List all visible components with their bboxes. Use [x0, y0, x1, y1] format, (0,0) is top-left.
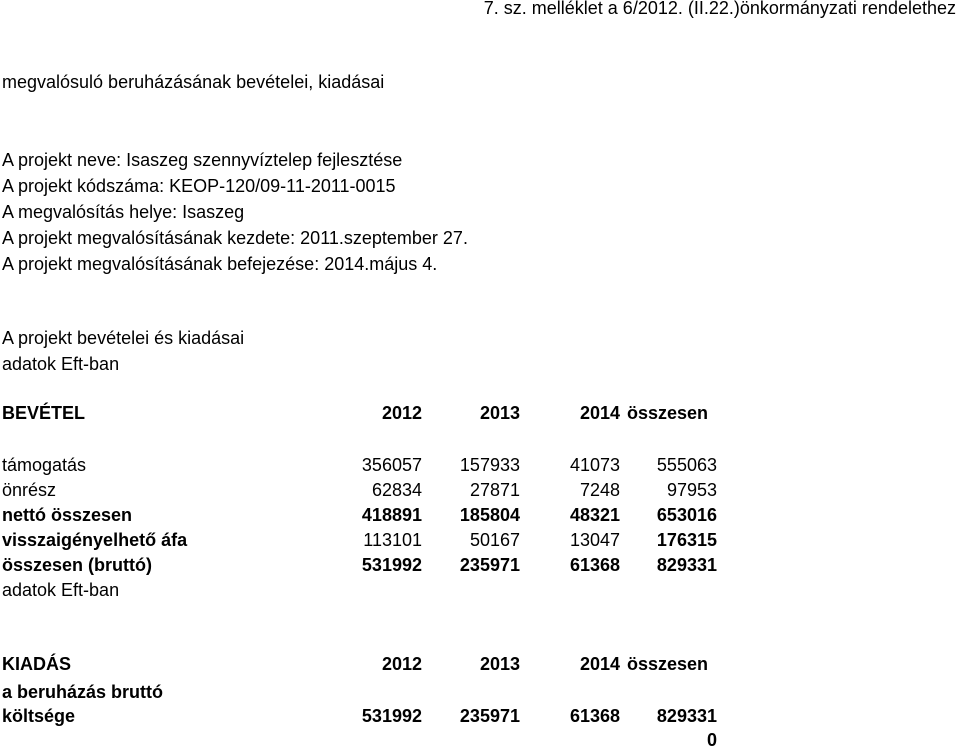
cell-2014: 7248	[579, 480, 620, 500]
section-title: A projekt bevételei és kiadásai	[2, 328, 245, 348]
cell-2014: 13047	[569, 530, 620, 550]
table-row	[0, 706, 960, 726]
cell-total: 653016	[656, 505, 717, 525]
expense-total-overflow: 0	[706, 730, 717, 750]
cell-2013: 185804	[459, 505, 520, 525]
cell-2014: 61368	[569, 706, 620, 726]
cell-2012: 62834	[371, 480, 422, 500]
cell-2013: 27871	[469, 480, 520, 500]
project-name: A projekt neve: Isaszeg szennyvíztelep fejlesztése	[2, 150, 403, 170]
table-row	[0, 480, 960, 500]
table-row	[0, 455, 960, 475]
cell-total: 176315	[656, 530, 717, 550]
expense-header-label: KIADÁS	[2, 654, 72, 674]
revenue-header-label: BEVÉTEL	[2, 403, 86, 423]
expense-row-label-line2: költsége	[2, 706, 76, 726]
revenue-header-2012: 2012	[381, 403, 422, 423]
expense-header-total: összesen	[627, 654, 709, 674]
expense-header-row	[0, 654, 960, 674]
cell-2014: 48321	[569, 505, 620, 525]
revenue-unit: adatok Eft-ban	[2, 580, 120, 600]
row-label: önrész	[2, 480, 57, 500]
table-row	[0, 530, 960, 550]
project-start: A projekt megvalósításának kezdete: 2011.szeptember 27.	[2, 228, 468, 248]
annex-reference: 7. sz. melléklet a 6/2012. (II.22.)önkormányzati rendelethez	[483, 0, 956, 18]
section-unit: adatok Eft-ban	[2, 354, 120, 374]
cell-2012: 531992	[361, 706, 422, 726]
table-row	[0, 505, 960, 525]
cell-2012: 418891	[361, 505, 422, 525]
project-code: A projekt kódszáma: KEOP-120/09-11-2011-0015	[2, 176, 396, 196]
cell-2013: 50167	[469, 530, 520, 550]
row-label: támogatás	[2, 455, 87, 475]
project-location: A megvalósítás helye: Isaszeg	[2, 202, 245, 222]
cell-2012: 113101	[363, 530, 422, 550]
cell-2013: 235971	[459, 706, 520, 726]
row-label: nettó összesen	[2, 505, 133, 525]
cell-total: 555063	[656, 455, 717, 475]
cell-2012: 356057	[361, 455, 422, 475]
expense-row-label-line1: a beruházás bruttó	[2, 682, 164, 702]
table-row	[0, 555, 960, 575]
row-label: összesen (bruttó)	[2, 555, 153, 575]
expense-header-2013: 2013	[479, 654, 520, 674]
revenue-header-total: összesen	[627, 403, 709, 423]
revenue-header-2014: 2014	[579, 403, 620, 423]
cell-total: 97953	[666, 480, 717, 500]
revenue-header-2013: 2013	[479, 403, 520, 423]
cell-2013: 157933	[459, 455, 520, 475]
cell-2014: 61368	[569, 555, 620, 575]
revenue-header-row	[0, 403, 960, 423]
row-label: visszaigényelhető áfa	[2, 530, 188, 550]
project-end: A projekt megvalósításának befejezése: 2014.május 4.	[2, 254, 438, 274]
cell-2014: 41073	[569, 455, 620, 475]
document-subtitle: megvalósuló beruházásának bevételei, kiadásai	[2, 72, 385, 92]
cell-2012: 531992	[361, 555, 422, 575]
cell-2013: 235971	[459, 555, 520, 575]
expense-header-2012: 2012	[381, 654, 422, 674]
cell-total: 829331	[656, 706, 717, 726]
expense-header-2014: 2014	[579, 654, 620, 674]
cell-total: 829331	[656, 555, 717, 575]
